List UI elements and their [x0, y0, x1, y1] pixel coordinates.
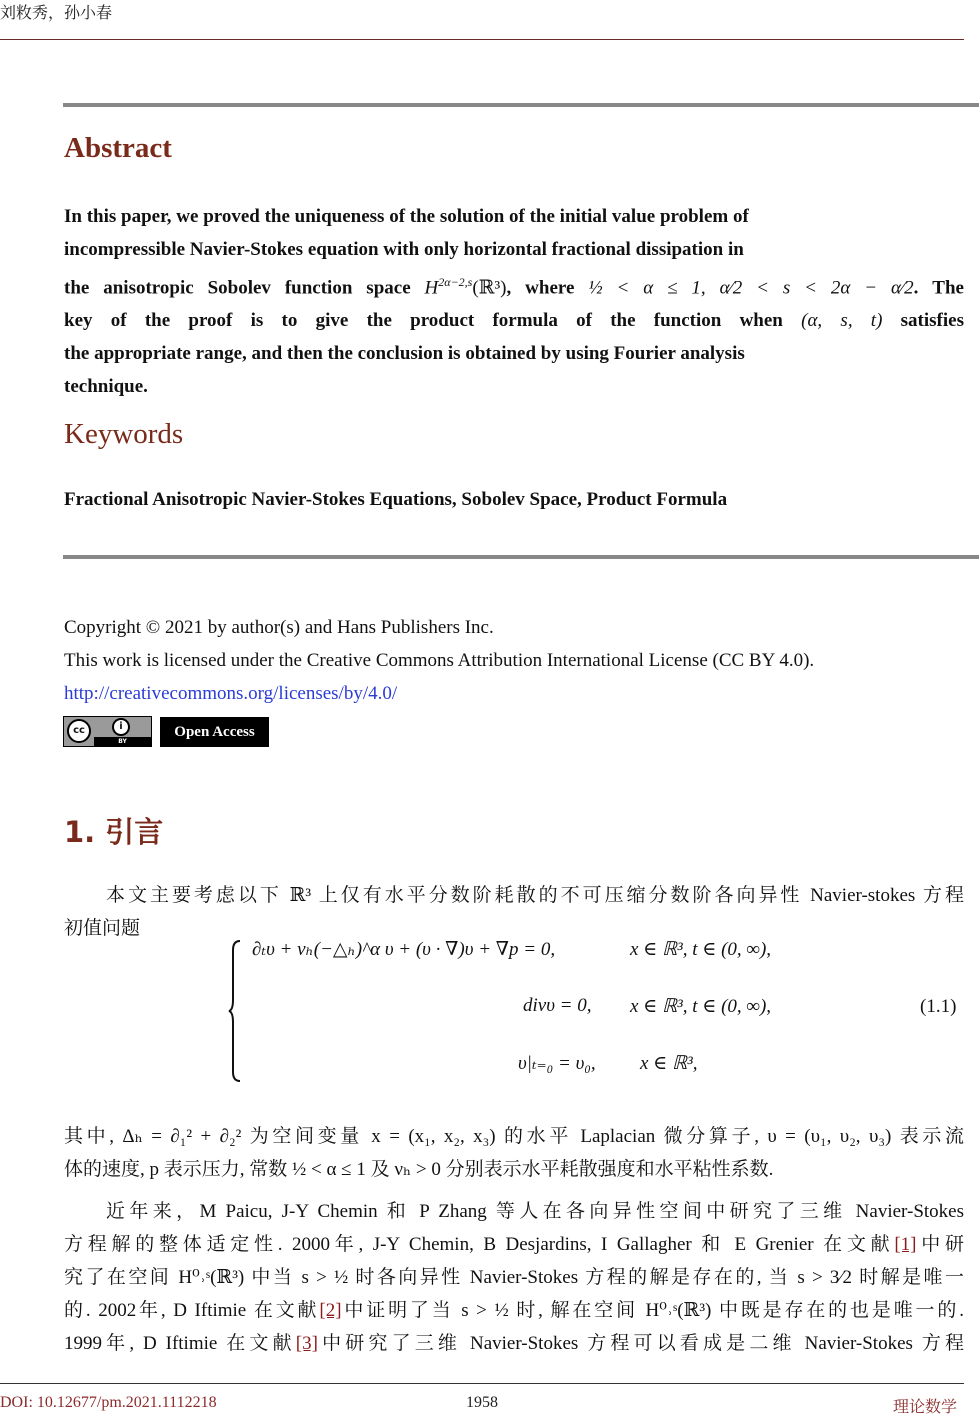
license-link[interactable]: http://creativecommons.org/licenses/by/4.0/ [64, 683, 398, 704]
page-number: 1958 [466, 1394, 498, 1411]
abstract-line: technique. [64, 376, 148, 398]
equation-line-1: ∂ₜυ + νₕ(−△ₕ)^α υ + (υ · ∇)υ + ∇p = 0, [252, 939, 556, 960]
footer-doi-link[interactable]: DOI: 10.12677/pm.2021.1112218 [0, 1394, 217, 1411]
abstract-line: the appropriate range, and then the conclusion is obtained by using Fourier analysis [64, 343, 745, 365]
intro-paragraph-1-cont: 初值问题 [64, 918, 141, 939]
math-H: H [424, 277, 439, 299]
math-condition: ½ < α ≤ 1, α⁄2 < s < 2α − α⁄2 [588, 277, 914, 299]
cc-by-badge[interactable] [63, 716, 152, 747]
by-label: BY [94, 737, 151, 746]
equation-line-2: divυ = 0, [523, 995, 592, 1016]
abstract-line: incompressible Navier-Stokes equation with only horizontal fractional dissipation in [64, 239, 744, 260]
abstract-line: key of the proof is to give the product formula of the function when (α, s, t) satisfies [64, 310, 964, 332]
footer-divider [0, 1383, 964, 1384]
abstract-line: the anisotropic Sobolev function space $H^{2\alpha-2,s}(ℝ^3)$, where ½ < α ≤ 1, α⁄2 < s < 2α − α⁄2. The [64, 275, 964, 299]
intro-paragraph-2: 其中, Δₕ = ∂₁² + ∂₂² 为空间变量 x = (x₁, x₂, x₃) 的水平 Laplacian 微分算子, υ = (υ₁, υ₂, υ₃) 表示流 体的速度, p 表示压力, 常数 ½ < α ≤ 1 及 νₕ > 0 分别表示水平耗散强度和水平粘性系数. [64, 1126, 964, 1180]
header-divider [0, 39, 964, 40]
section-heading-intro: 1. 引言 [64, 815, 164, 849]
citation-link-1[interactable]: [1] [894, 1234, 917, 1255]
running-header-authors: 刘敉秀，孙小春 [0, 5, 113, 22]
keywords-heading: Keywords [64, 418, 184, 450]
equation-line-3: υ|ₜ₌₀ = υ₀, [518, 1053, 596, 1074]
keywords-text: Fractional Anisotropic Navier-Stokes Equations, Sobolev Space, Product Formula [64, 489, 728, 510]
keywords-bottom-rule [63, 555, 979, 559]
equation-number: (1.1) [920, 996, 957, 1017]
equation-line-3-domain: x ∈ ℝ³, [640, 1053, 698, 1074]
open-access-badge[interactable]: Open Access [160, 717, 269, 747]
license-text: This work is licensed under the Creative Commons Attribution International License (CC BY 4.0). [64, 650, 815, 671]
abstract-body [64, 200, 964, 403]
equation-line-1-domain: x ∈ ℝ³, t ∈ (0, ∞), [630, 939, 772, 960]
copyright-text: Copyright © 2021 by author(s) and Hans Publishers Inc. [64, 617, 494, 638]
left-brace [228, 940, 242, 1082]
abstract-top-rule [63, 103, 979, 107]
intro-paragraph-3: 近年来，M Paicu, J-Y Chemin 和 P Zhang 等人在各向异性空间中研究了三维 Navier-Stokes 方程解的整体适定性. 2000年, J-Y Chemin, B Desjardins, I Gallagher 和 E Grenier 在文献[1]中研 究了在空间 H⁰˒ˢ(ℝ³) 中当 s > ½ 时各向异性 Navier-Stokes 方程的解是存在的, 当 s > 3⁄2 时解是唯一 的. 2002年, D Iftimie 在文献[2]中证明了当 s > ½ 时, 解在空间 H⁰˒ˢ(ℝ³) 中既是存在的也是唯一的. 1999年, D Iftimie 在文献[3]中研究了三维 Navier-Stokes 方程可以看成是二维 Navier-Stokes 方程 [64, 1201, 964, 1354]
abstract-heading: Abstract [64, 132, 172, 164]
abstract-line: In this paper, we proved the uniqueness of the solution of the initial value problem of [64, 206, 749, 227]
equation-line-2-domain: x ∈ ℝ³, t ∈ (0, ∞), [630, 996, 772, 1017]
cc-icon: cc [67, 719, 91, 743]
citation-link-2[interactable]: [2] [319, 1300, 342, 1321]
intro-paragraph-1: 本文主要考虑以下 ℝ³ 上仅有水平分数阶耗散的不可压缩分数阶各向异性 Navier-stokes 方程 [106, 885, 964, 906]
citation-link-3[interactable]: [3] [295, 1333, 318, 1354]
journal-name: 理论数学 [893, 1399, 958, 1416]
person-icon: i [112, 718, 130, 736]
